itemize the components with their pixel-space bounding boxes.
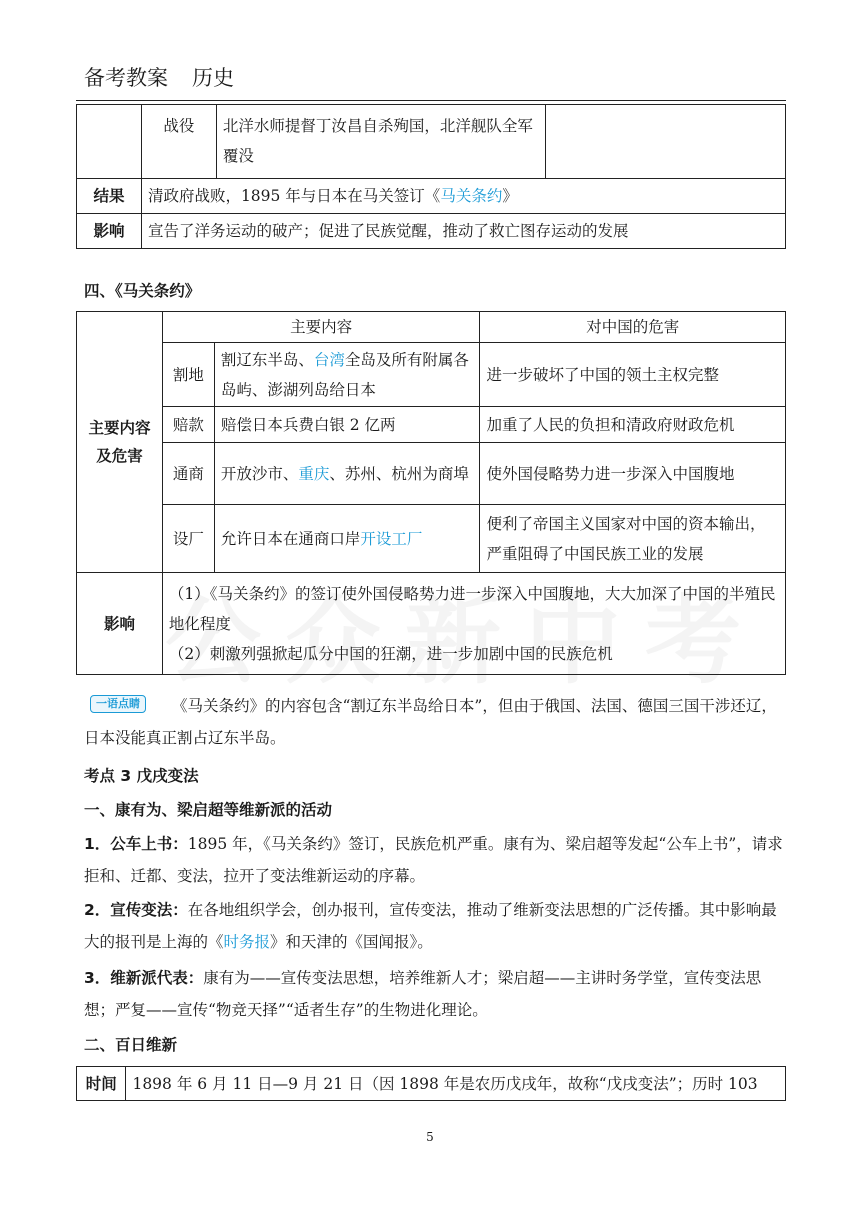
item-label: 3．维新派代表： [84,969,204,987]
subsection-title: 一、康有为、梁启超等维新派的活动 [84,801,333,819]
highlight-text: 马关条约 [440,187,503,205]
table-row [77,179,786,214]
table-row [77,573,786,675]
page-number: 5 [426,1130,434,1144]
row-type: 赔款 [162,407,214,443]
row-text: 清政府战败，1895 年与日本在马关签订《马关条约》 [141,179,785,214]
reform-table [76,1066,786,1101]
row-label: 结果 [77,179,142,214]
tip-text: 《马关条约》的内容包含“割辽东半岛给日本”，但由于俄国、法国、德国三国干涉还辽，日本没能真正割占辽东半岛。 [84,697,777,747]
highlight-text: 开设工厂 [360,529,423,548]
row-harm: 加重了人民的负担和清政府财政危机 [480,407,786,443]
tip-badge-label: 一语点睛 [90,695,146,713]
header-title-left: 备考教案 [84,66,168,90]
table-row [77,105,786,179]
row-harm: 便利了帝国主义国家对中国的资本输出，严重阻碍了中国民族工业的发展 [480,505,786,573]
row-text: 宣告了洋务运动的破产；促进了民族觉醒，推动了救亡图存运动的发展 [141,214,785,249]
row-text: 1898 年 6 月 11 日—9 月 21 日（因 1898 年是农历戊戌年，故称“戊戌变法”；历时 103 [126,1067,786,1101]
row-content: 开放沙市、重庆、苏州、杭州为商埠 [214,443,480,505]
treaty-table [76,311,786,675]
item-label: 1．公车上书： [84,835,188,853]
header-divider [76,100,786,101]
highlight-text: 台湾 [313,350,345,369]
row-content: 赔偿日本兵费白银 2 亿两 [214,407,480,443]
row-text: 北洋水师提督丁汝昌自杀殉国，北洋舰队全军覆没 [216,105,546,179]
table-row [77,1067,786,1101]
row-type: 设厂 [162,505,214,573]
subsection-title: 二、百日维新 [84,1036,178,1054]
group-label: 主要内容及危害 [77,312,163,573]
row-type: 割地 [162,343,214,407]
row-label: 影响 [77,573,163,675]
column-header: 对中国的危害 [480,312,786,343]
table-row [77,443,786,505]
list-item: 1．公车上书：1895 年，《马关条约》签订，民族危机严重。康有为、梁启超等发起“公车上书”，请求拒和、迁都、变法，拉开了变法维新运动的序幕。 [84,835,783,885]
item-label: 2．宣传变法： [84,901,188,919]
list-item: 3．维新派代表：康有为——宣传变法思想，培养维新人才；梁启超——主讲时务学堂，宣传变法思想；严复——宣传“物竞天择”“适者生存”的生物进化理论。 [84,969,762,1019]
row-label: 时间 [77,1067,126,1101]
list-item: 2．宣传变法：在各地组织学会，创办报刊，宣传变法，推动了维新变法思想的广泛传播。其中影响最大的报刊是上海的《时务报》和天津的《国闻报》。 [84,901,777,951]
row-content: 割辽东半岛、台湾全岛及所有附属各岛屿、澎湖列岛给日本 [214,343,480,407]
row-label: 战役 [141,105,216,179]
kaodian-title: 考点 3 戊戌变法 [84,767,199,785]
row-harm: 进一步破坏了中国的领土主权完整 [480,343,786,407]
row-type: 通商 [162,443,214,505]
table-row [77,214,786,249]
page-header [84,62,234,92]
war-table [76,104,786,249]
table-row [77,343,786,407]
section-title: 四、《马关条约》 [84,282,201,300]
row-harm: 使外国侵略势力进一步深入中国腹地 [480,443,786,505]
table-row [77,407,786,443]
table-row [77,505,786,573]
row-content: 允许日本在通商口岸开设工厂 [214,505,480,573]
column-header: 主要内容 [162,312,480,343]
highlight-text: 重庆 [298,464,330,483]
impact-item: （1）《马关条约》的签订使外国侵略势力进一步深入中国腹地，大大加深了中国的半殖民地化程度 [168,584,776,633]
table-cell [546,105,786,179]
impact-item: （2）刺激列强掀起瓜分中国的狂潮，进一步加剧中国的民族危机 [168,644,613,663]
table-cell [77,105,142,179]
row-label: 影响 [77,214,142,249]
highlight-text: 时务报 [223,933,271,951]
impact-text [162,573,785,675]
table-header-row [77,312,786,343]
header-title-right: 历史 [192,66,234,90]
